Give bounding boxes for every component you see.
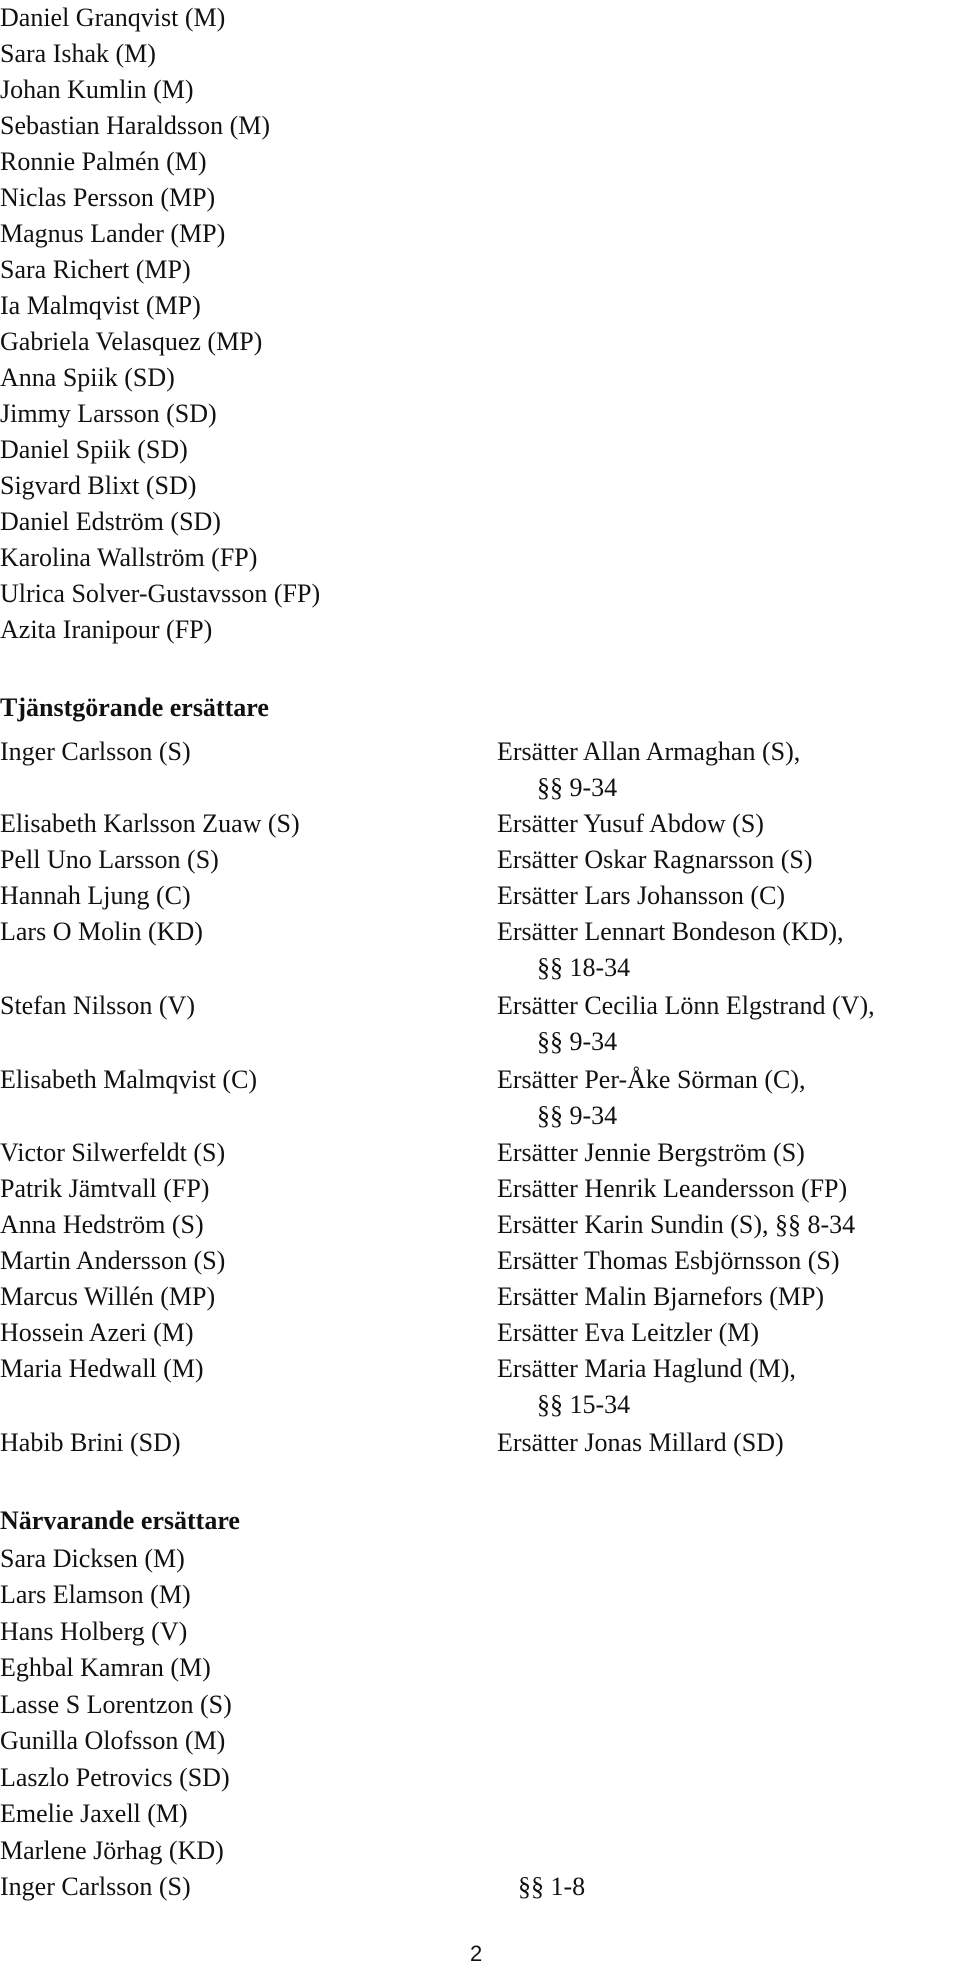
replaces-text: Ersätter Karin Sundin (S), §§ 8-34	[497, 1210, 856, 1239]
paragraph-range: §§ 15-34	[537, 1390, 631, 1419]
replaces-text: Ersätter Jonas Millard (SD)	[497, 1428, 784, 1457]
substitute-name: Anna Hedström (S)	[0, 1210, 204, 1239]
substitute-row	[0, 914, 960, 950]
paragraph-range: §§ 9-34	[537, 1101, 618, 1130]
present-substitute-row	[0, 1869, 960, 1905]
substitute-name: Elisabeth Malmqvist (C)	[0, 1065, 258, 1094]
substitute-row	[0, 1315, 960, 1351]
member-line: Sebastian Haraldsson (M)	[0, 111, 271, 140]
replaces-text: Ersätter Lars Johansson (C)	[497, 881, 786, 910]
member-line: Daniel Spiik (SD)	[0, 435, 188, 464]
replaces-text: Ersätter Thomas Esbjörnsson (S)	[497, 1246, 840, 1275]
member-line: Daniel Granqvist (M)	[0, 3, 226, 32]
substitute-name: Victor Silwerfeldt (S)	[0, 1138, 226, 1167]
present-substitute: Eghbal Kamran (M)	[0, 1653, 211, 1682]
member-line: Johan Kumlin (M)	[0, 75, 194, 104]
replaces-text: Ersätter Per-Åke Sörman (C),	[497, 1065, 806, 1094]
substitute-name: Hossein Azeri (M)	[0, 1318, 194, 1347]
member-line: Sigvard Blixt (SD)	[0, 471, 197, 500]
replaces-text: Ersätter Eva Leitzler (M)	[497, 1318, 760, 1347]
substitute-name: Martin Andersson (S)	[0, 1246, 226, 1275]
present-substitute: Emelie Jaxell (M)	[0, 1799, 188, 1828]
replaces-text: Ersätter Oskar Ragnarsson (S)	[497, 845, 813, 874]
member-line: Ulrica Solver-Gustavsson (FP)	[0, 579, 321, 608]
member-line: Sara Richert (MP)	[0, 255, 191, 284]
substitute-name: Lars O Molin (KD)	[0, 917, 203, 946]
paragraph-range: §§ 1-8	[518, 1872, 586, 1901]
substitute-name: Habib Brini (SD)	[0, 1428, 181, 1457]
replaces-text: Ersätter Henrik Leandersson (FP)	[497, 1174, 848, 1203]
replaces-text: Ersätter Malin Bjarnefors (MP)	[497, 1282, 825, 1311]
member-line: Magnus Lander (MP)	[0, 219, 226, 248]
substitute-row	[0, 806, 960, 842]
member-line: Sara Ishak (M)	[0, 39, 156, 68]
substitute-name: Inger Carlsson (S)	[0, 737, 191, 766]
member-line: Azita Iranipour (FP)	[0, 615, 213, 644]
substitute-row	[0, 1351, 960, 1387]
substitute-name: Pell Uno Larsson (S)	[0, 845, 219, 874]
present-substitute: Inger Carlsson (S)	[0, 1872, 191, 1901]
substitute-name: Stefan Nilsson (V)	[0, 991, 195, 1020]
member-line: Jimmy Larsson (SD)	[0, 399, 217, 428]
section-heading-present: Närvarande ersättare	[0, 1506, 240, 1535]
substitute-row	[0, 878, 960, 914]
substitute-row	[0, 1279, 960, 1315]
member-line: Ia Malmqvist (MP)	[0, 291, 201, 320]
replaces-text: Ersätter Lennart Bondeson (KD),	[497, 917, 844, 946]
member-line: Anna Spiik (SD)	[0, 363, 175, 392]
substitute-row	[0, 734, 960, 770]
present-substitute: Lasse S Lorentzon (S)	[0, 1690, 232, 1719]
replaces-text: Ersätter Allan Armaghan (S),	[497, 737, 801, 766]
present-substitute: Lars Elamson (M)	[0, 1580, 191, 1609]
substitute-name: Marcus Willén (MP)	[0, 1282, 216, 1311]
present-substitute: Gunilla Olofsson (M)	[0, 1726, 226, 1755]
substitute-name: Maria Hedwall (M)	[0, 1354, 204, 1383]
paragraph-range: §§ 18-34	[537, 953, 631, 982]
substitute-row	[0, 842, 960, 878]
substitute-name: Patrik Jämtvall (FP)	[0, 1174, 210, 1203]
substitute-row	[0, 1207, 960, 1243]
substitute-row	[0, 1425, 960, 1461]
present-substitute: Laszlo Petrovics (SD)	[0, 1763, 230, 1792]
member-line: Niclas Persson (MP)	[0, 183, 216, 212]
substitute-row	[0, 1062, 960, 1098]
member-line: Karolina Wallström (FP)	[0, 543, 258, 572]
present-substitute: Hans Holberg (V)	[0, 1617, 188, 1646]
replaces-text: Ersätter Yusuf Abdow (S)	[497, 809, 764, 838]
member-line: Daniel Edström (SD)	[0, 507, 221, 536]
page-number: 2	[470, 1941, 483, 1966]
replaces-text: Ersätter Cecilia Lönn Elgstrand (V),	[497, 991, 875, 1020]
member-line: Gabriela Velasquez (MP)	[0, 327, 263, 356]
present-substitute: Marlene Jörhag (KD)	[0, 1836, 224, 1865]
substitute-name: Hannah Ljung (C)	[0, 881, 191, 910]
member-line: Ronnie Palmén (M)	[0, 147, 207, 176]
substitute-row	[0, 988, 960, 1024]
substitute-row	[0, 1171, 960, 1207]
substitute-name: Elisabeth Karlsson Zuaw (S)	[0, 809, 300, 838]
substitute-row	[0, 1135, 960, 1171]
paragraph-range: §§ 9-34	[537, 1027, 618, 1056]
substitute-row	[0, 1243, 960, 1279]
section-heading-serving: Tjänstgörande ersättare	[0, 693, 269, 722]
replaces-text: Ersätter Maria Haglund (M),	[497, 1354, 796, 1383]
present-substitute: Sara Dicksen (M)	[0, 1544, 185, 1573]
replaces-text: Ersätter Jennie Bergström (S)	[497, 1138, 805, 1167]
paragraph-range: §§ 9-34	[537, 773, 618, 802]
